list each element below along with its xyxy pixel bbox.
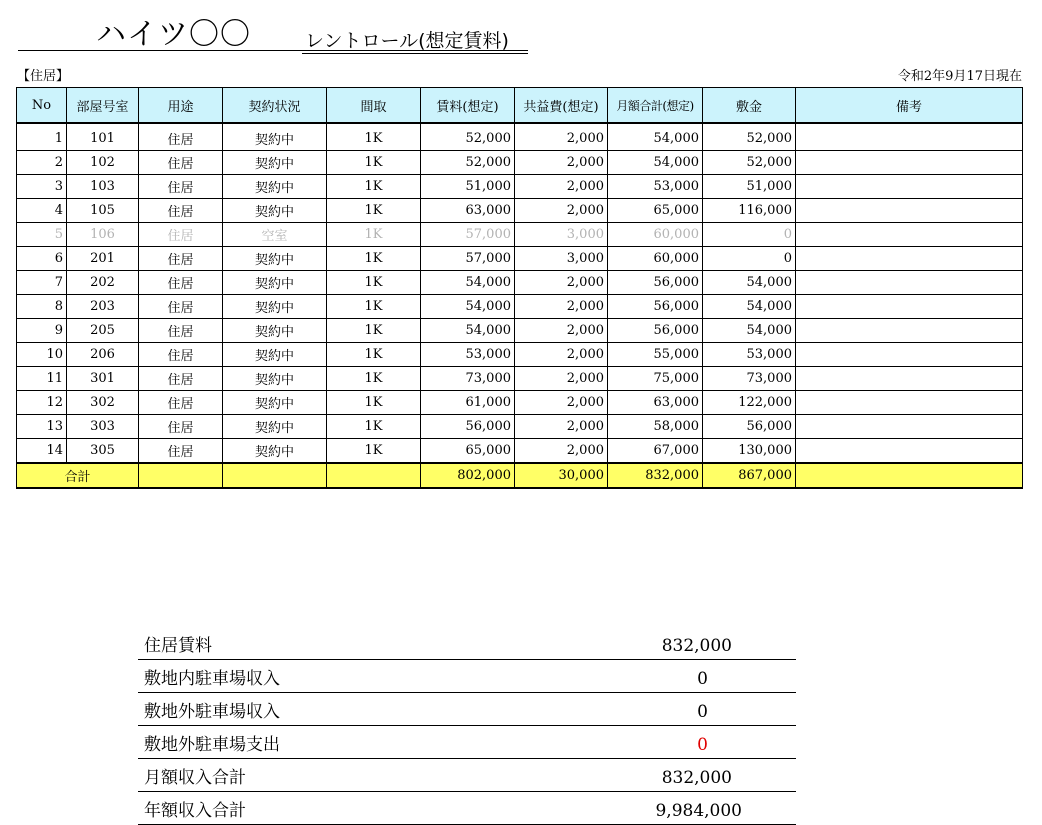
usage-cell: 住居	[139, 415, 223, 439]
note-cell	[796, 271, 1023, 295]
summary-row	[138, 759, 796, 792]
summary-value: 0	[697, 669, 708, 689]
note-cell	[796, 343, 1023, 367]
contract-status-cell: 契約中	[223, 319, 327, 343]
floor-plan-cell: 1K	[327, 391, 421, 415]
monthly-total-cell: 63,000	[608, 391, 703, 415]
col-header-no: No	[17, 88, 67, 124]
row-no-cell: 4	[17, 199, 67, 223]
summary-label: 住居賃料	[144, 636, 212, 656]
room-number-cell: 305	[67, 439, 139, 464]
monthly-total-cell: 53,000	[608, 175, 703, 199]
contract-status-cell: 空室	[223, 223, 327, 247]
floor-plan-cell: 1K	[327, 367, 421, 391]
deposit-cell: 51,000	[703, 175, 796, 199]
note-cell	[796, 295, 1023, 319]
row-no-cell: 5	[17, 223, 67, 247]
row-no-cell: 14	[17, 439, 67, 464]
row-no-cell: 1	[17, 123, 67, 151]
common-fee-cell: 3,000	[515, 247, 608, 271]
usage-cell: 住居	[139, 319, 223, 343]
document-title-underline	[302, 53, 528, 54]
floor-plan-cell: 1K	[327, 223, 421, 247]
note-cell	[796, 199, 1023, 223]
rent-cell: 52,000	[421, 123, 515, 151]
note-cell	[796, 367, 1023, 391]
deposit-cell: 54,000	[703, 295, 796, 319]
usage-cell: 住居	[139, 295, 223, 319]
monthly-total-cell: 54,000	[608, 151, 703, 175]
contract-status-cell: 契約中	[223, 247, 327, 271]
col-header-fee: 共益費(想定)	[515, 88, 608, 124]
deposit-cell: 0	[703, 247, 796, 271]
monthly-total-cell: 60,000	[608, 223, 703, 247]
floor-plan-cell: 1K	[327, 415, 421, 439]
property-name: ハイツ〇〇	[96, 17, 251, 52]
rent-cell: 52,000	[421, 151, 515, 175]
table-row	[17, 367, 1023, 391]
room-number-cell: 303	[67, 415, 139, 439]
rent-cell: 51,000	[421, 175, 515, 199]
rent-cell: 54,000	[421, 295, 515, 319]
row-no-cell: 12	[17, 391, 67, 415]
summary-label: 敷地内駐車場収入	[144, 669, 280, 689]
summary-row	[138, 660, 796, 693]
floor-plan-cell: 1K	[327, 271, 421, 295]
deposit-cell: 54,000	[703, 271, 796, 295]
deposit-cell: 73,000	[703, 367, 796, 391]
note-cell	[796, 391, 1023, 415]
monthly-total-cell: 60,000	[608, 247, 703, 271]
contract-status-cell: 契約中	[223, 439, 327, 464]
common-fee-cell: 2,000	[515, 343, 608, 367]
rent-cell: 61,000	[421, 391, 515, 415]
floor-plan-cell: 1K	[327, 439, 421, 464]
summary-value: 0	[697, 702, 708, 722]
totals-fee: 30,000	[515, 463, 608, 488]
monthly-total-cell: 65,000	[608, 199, 703, 223]
col-header-use: 用途	[139, 88, 223, 124]
table-header-row	[17, 88, 1023, 124]
common-fee-cell: 2,000	[515, 391, 608, 415]
floor-plan-cell: 1K	[327, 175, 421, 199]
note-cell	[796, 223, 1023, 247]
deposit-cell: 56,000	[703, 415, 796, 439]
contract-status-cell: 契約中	[223, 367, 327, 391]
usage-cell: 住居	[139, 391, 223, 415]
table-row	[17, 295, 1023, 319]
monthly-total-cell: 55,000	[608, 343, 703, 367]
summary-label: 年額収入合計	[144, 801, 246, 821]
totals-monthly-total: 832,000	[608, 463, 703, 488]
common-fee-cell: 3,000	[515, 223, 608, 247]
common-fee-cell: 2,000	[515, 367, 608, 391]
note-cell	[796, 123, 1023, 151]
deposit-cell: 52,000	[703, 151, 796, 175]
row-no-cell: 9	[17, 319, 67, 343]
summary-row	[138, 693, 796, 726]
usage-cell: 住居	[139, 151, 223, 175]
summary-row	[138, 792, 796, 825]
common-fee-cell: 2,000	[515, 199, 608, 223]
usage-cell: 住居	[139, 247, 223, 271]
contract-status-cell: 契約中	[223, 123, 327, 151]
section-label: 【住居】	[17, 69, 70, 84]
deposit-cell: 53,000	[703, 343, 796, 367]
usage-cell: 住居	[139, 343, 223, 367]
col-header-note: 備考	[796, 88, 1023, 124]
rent-cell: 56,000	[421, 415, 515, 439]
monthly-total-cell: 56,000	[608, 295, 703, 319]
monthly-total-cell: 56,000	[608, 319, 703, 343]
common-fee-cell: 2,000	[515, 151, 608, 175]
note-cell	[796, 247, 1023, 271]
usage-cell: 住居	[139, 223, 223, 247]
deposit-cell: 122,000	[703, 391, 796, 415]
income-summary	[138, 627, 796, 825]
rent-roll-table	[16, 87, 1023, 489]
common-fee-cell: 2,000	[515, 439, 608, 464]
table-row	[17, 199, 1023, 223]
common-fee-cell: 2,000	[515, 271, 608, 295]
floor-plan-cell: 1K	[327, 247, 421, 271]
monthly-total-cell: 54,000	[608, 123, 703, 151]
col-header-monthly-total: 月額合計(想定)	[608, 88, 703, 124]
room-number-cell: 206	[67, 343, 139, 367]
summary-value: 9,984,000	[655, 801, 742, 821]
note-cell	[796, 415, 1023, 439]
totals-note	[796, 463, 1023, 488]
usage-cell: 住居	[139, 271, 223, 295]
row-no-cell: 6	[17, 247, 67, 271]
usage-cell: 住居	[139, 439, 223, 464]
floor-plan-cell: 1K	[327, 151, 421, 175]
contract-status-cell: 契約中	[223, 199, 327, 223]
room-number-cell: 101	[67, 123, 139, 151]
rent-cell: 73,000	[421, 367, 515, 391]
usage-cell: 住居	[139, 175, 223, 199]
contract-status-cell: 契約中	[223, 271, 327, 295]
floor-plan-cell: 1K	[327, 199, 421, 223]
floor-plan-cell: 1K	[327, 319, 421, 343]
row-no-cell: 13	[17, 415, 67, 439]
floor-plan-cell: 1K	[327, 295, 421, 319]
summary-value: 832,000	[661, 768, 732, 788]
table-row	[17, 247, 1023, 271]
col-header-deposit: 敷金	[703, 88, 796, 124]
summary-row	[138, 726, 796, 759]
table-row	[17, 319, 1023, 343]
totals-empty-cell	[223, 463, 327, 488]
monthly-total-cell: 75,000	[608, 367, 703, 391]
table-row	[17, 415, 1023, 439]
as-of-date: 令和2年9月17日現在	[897, 69, 1022, 84]
common-fee-cell: 2,000	[515, 123, 608, 151]
summary-value: 0	[697, 735, 708, 755]
room-number-cell: 202	[67, 271, 139, 295]
table-row	[17, 343, 1023, 367]
note-cell	[796, 175, 1023, 199]
contract-status-cell: 契約中	[223, 343, 327, 367]
table-row	[17, 439, 1023, 464]
contract-status-cell: 契約中	[223, 391, 327, 415]
room-number-cell: 106	[67, 223, 139, 247]
common-fee-cell: 2,000	[515, 175, 608, 199]
row-no-cell: 7	[17, 271, 67, 295]
table-row	[17, 175, 1023, 199]
row-no-cell: 2	[17, 151, 67, 175]
rent-cell: 63,000	[421, 199, 515, 223]
contract-status-cell: 契約中	[223, 151, 327, 175]
totals-empty-cell	[139, 463, 223, 488]
usage-cell: 住居	[139, 367, 223, 391]
room-number-cell: 203	[67, 295, 139, 319]
common-fee-cell: 2,000	[515, 295, 608, 319]
room-number-cell: 302	[67, 391, 139, 415]
totals-empty-cell	[327, 463, 421, 488]
note-cell	[796, 151, 1023, 175]
row-no-cell: 11	[17, 367, 67, 391]
table-row	[17, 271, 1023, 295]
rent-cell: 53,000	[421, 343, 515, 367]
contract-status-cell: 契約中	[223, 295, 327, 319]
contract-status-cell: 契約中	[223, 415, 327, 439]
summary-label: 敷地外駐車場支出	[144, 735, 280, 755]
note-cell	[796, 319, 1023, 343]
row-no-cell: 3	[17, 175, 67, 199]
note-cell	[796, 439, 1023, 464]
room-number-cell: 205	[67, 319, 139, 343]
table-row	[17, 123, 1023, 151]
room-number-cell: 201	[67, 247, 139, 271]
usage-cell: 住居	[139, 123, 223, 151]
common-fee-cell: 2,000	[515, 319, 608, 343]
deposit-cell: 52,000	[703, 123, 796, 151]
deposit-cell: 130,000	[703, 439, 796, 464]
table-row	[17, 391, 1023, 415]
table-row	[17, 223, 1023, 247]
room-number-cell: 102	[67, 151, 139, 175]
table-row	[17, 151, 1023, 175]
rent-cell: 65,000	[421, 439, 515, 464]
totals-rent: 802,000	[421, 463, 515, 488]
room-number-cell: 103	[67, 175, 139, 199]
deposit-cell: 116,000	[703, 199, 796, 223]
totals-deposit: 867,000	[703, 463, 796, 488]
monthly-total-cell: 56,000	[608, 271, 703, 295]
floor-plan-cell: 1K	[327, 123, 421, 151]
rent-cell: 57,000	[421, 223, 515, 247]
col-header-rent: 賃料(想定)	[421, 88, 515, 124]
document-title: レントロール(想定賃料)	[305, 30, 509, 52]
col-header-status: 契約状況	[223, 88, 327, 124]
room-number-cell: 105	[67, 199, 139, 223]
row-no-cell: 10	[17, 343, 67, 367]
rent-cell: 54,000	[421, 271, 515, 295]
summary-label: 敷地外駐車場収入	[144, 702, 280, 722]
totals-row	[17, 463, 1023, 488]
floor-plan-cell: 1K	[327, 343, 421, 367]
summary-label: 月額収入合計	[144, 768, 246, 788]
deposit-cell: 0	[703, 223, 796, 247]
room-number-cell: 301	[67, 367, 139, 391]
monthly-total-cell: 67,000	[608, 439, 703, 464]
totals-label: 合計	[17, 463, 139, 488]
monthly-total-cell: 58,000	[608, 415, 703, 439]
rent-cell: 57,000	[421, 247, 515, 271]
col-header-room: 部屋号室	[67, 88, 139, 124]
rent-cell: 54,000	[421, 319, 515, 343]
col-header-layout: 間取	[327, 88, 421, 124]
deposit-cell: 54,000	[703, 319, 796, 343]
summary-row	[138, 627, 796, 660]
contract-status-cell: 契約中	[223, 175, 327, 199]
summary-value: 832,000	[661, 636, 732, 656]
common-fee-cell: 2,000	[515, 415, 608, 439]
usage-cell: 住居	[139, 199, 223, 223]
row-no-cell: 8	[17, 295, 67, 319]
